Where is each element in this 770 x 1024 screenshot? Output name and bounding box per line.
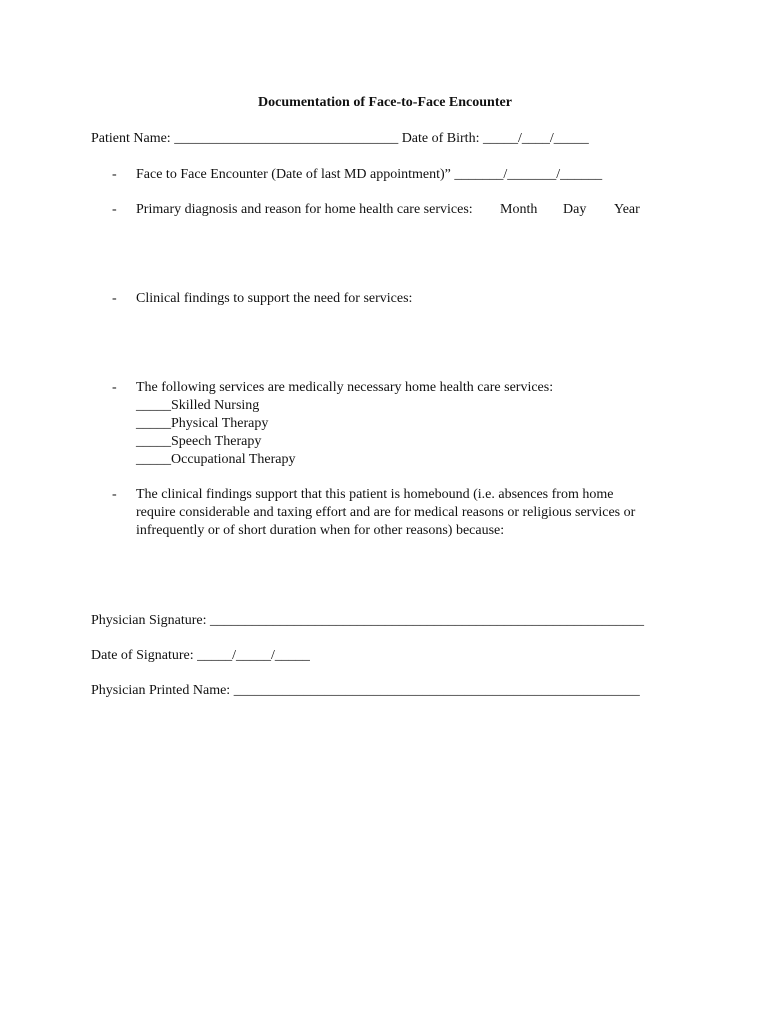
homebound-line-2: require considerable and taxing effort and are for medical reasons or religious services or: [136, 505, 636, 520]
item-dash: -: [112, 487, 117, 502]
day-label: Day: [563, 202, 587, 217]
item-dash: -: [112, 202, 117, 217]
year-label: Year: [614, 202, 640, 217]
item-dash: -: [112, 167, 117, 182]
clinical-findings-line: Clinical findings to support the need for services:: [136, 291, 413, 306]
document-title: Documentation of Face-to-Face Encounter: [258, 95, 512, 110]
service-speech-therapy: _____Speech Therapy: [136, 434, 262, 449]
item-dash: -: [112, 291, 117, 306]
month-label: Month: [500, 202, 538, 217]
physician-printed-name-line: Physician Printed Name: __________________________________________________________: [91, 683, 640, 698]
services-heading-line: The following services are medically necessary home health care services:: [136, 380, 554, 395]
service-physical-therapy: _____Physical Therapy: [136, 416, 269, 431]
service-occupational-therapy: _____Occupational Therapy: [136, 452, 296, 467]
item-dash: -: [112, 380, 117, 395]
homebound-line-3: infrequently or of short duration when for other reasons) because:: [136, 523, 505, 538]
date-field-labels: [486, 183, 640, 237]
homebound-line-1: The clinical findings support that this patient is homebound (i.e. absences from home: [136, 487, 614, 502]
service-skilled-nursing: _____Skilled Nursing: [136, 398, 260, 413]
face-to-face-encounter-line: Face to Face Encounter (Date of last MD appointment)” _______/_______/______: [136, 167, 603, 182]
patient-name-dob-line: Patient Name: ________________________________ Date of Birth: _____/____/_____: [91, 131, 589, 146]
physician-signature-line: Physician Signature: ______________________________________________________________: [91, 613, 644, 628]
primary-diagnosis-line: Primary diagnosis and reason for home health care services:: [136, 202, 473, 217]
date-of-signature-line: Date of Signature: _____/_____/_____: [91, 648, 310, 663]
